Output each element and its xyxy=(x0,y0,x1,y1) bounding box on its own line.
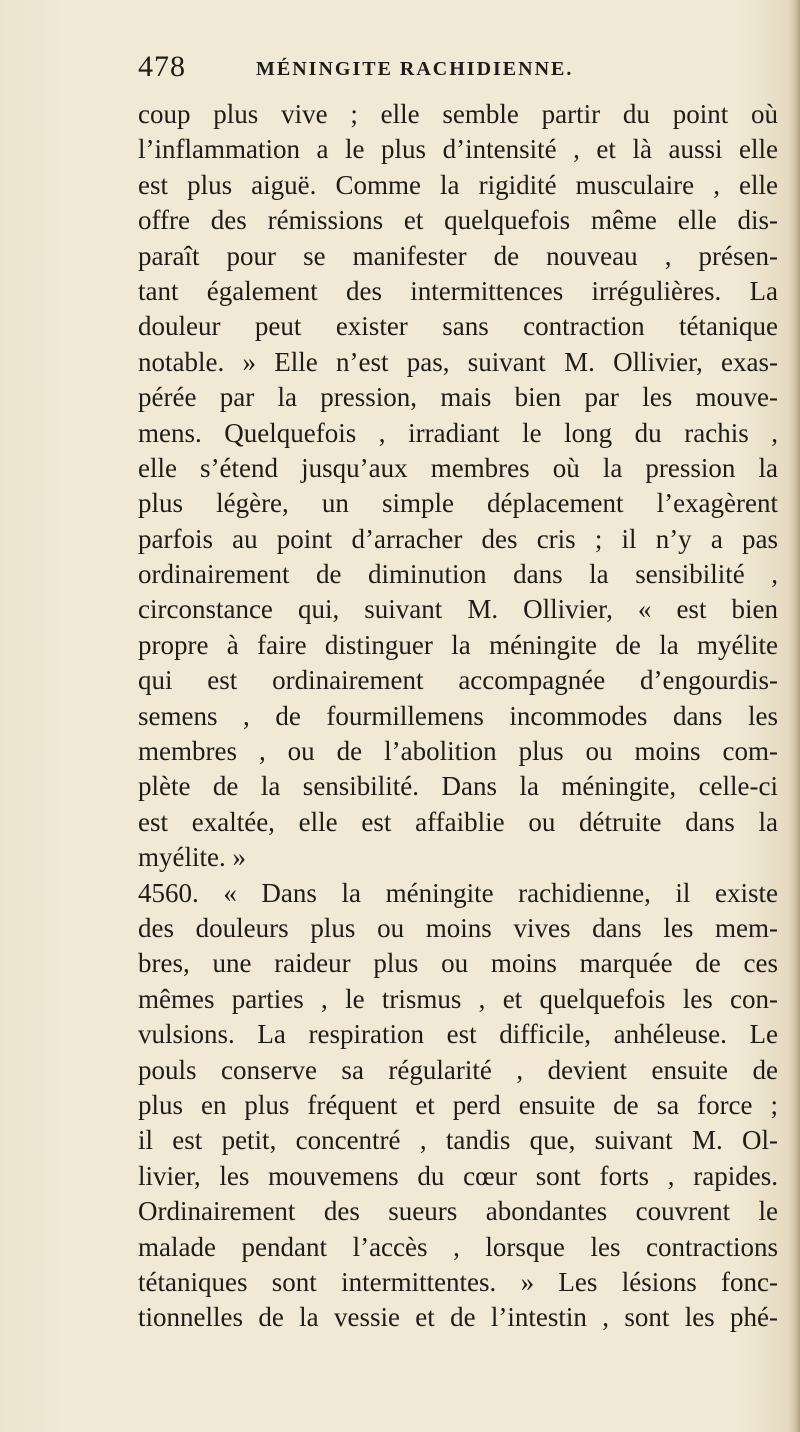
text-line: Ordinairement des sueurs abondantes couvrent le xyxy=(138,1196,778,1227)
text-line: paraît pour se manifester de nouveau , présen- xyxy=(138,240,778,271)
page-number: 478 xyxy=(138,50,186,83)
text-line: mens. Quelquefois , irradiant le long du rachis , xyxy=(138,417,778,448)
text-line: tant également des intermittences irrégulières. La xyxy=(138,275,778,306)
running-head xyxy=(138,48,778,88)
text-line: vulsions. La respiration est difficile, anhéleuse. Le xyxy=(138,1019,778,1050)
text-line: livier, les mouvemens du cœur sont forts , rapides. xyxy=(138,1160,778,1191)
text-line: plus en plus fréquent et perd ensuite de sa force ; xyxy=(138,1089,778,1120)
text-line: coup plus vive ; elle semble partir du point où xyxy=(138,99,778,129)
text-line: semens , de fourmillemens incommodes dans les xyxy=(138,700,778,731)
text-line: plète de la sensibilité. Dans la méningite, celle-ci xyxy=(138,771,778,802)
text-line: bres, une raideur plus ou moins marquée de ces xyxy=(138,948,778,979)
text-line: pouls conserve sa régularité , devient ensuite de xyxy=(138,1054,778,1085)
text-line: notable. » Elle n’est pas, suivant M. Ollivier, exas- xyxy=(138,346,778,377)
text-line: ordinairement de diminution dans la sensibilité , xyxy=(138,559,778,590)
text-line: offre des rémissions et quelquefois même elle dis- xyxy=(138,205,778,236)
body-text xyxy=(138,97,778,1336)
text-line: parfois au point d’arracher des cris ; il n’y a pas xyxy=(138,523,778,554)
text-line: il est petit, concentré , tandis que, suivant M. Ol- xyxy=(138,1125,778,1156)
paragraph-start-line: 4560. « Dans la méningite rachidienne, il existe xyxy=(138,877,778,908)
text-line: mêmes parties , le trismus , et quelquefois les con- xyxy=(138,983,778,1014)
page-edge-shadow xyxy=(788,0,800,1432)
text-line: est plus aiguë. Comme la rigidité musculaire , elle xyxy=(138,169,778,200)
text-line: pérée par la pression, mais bien par les mouve- xyxy=(138,382,778,413)
text-line: des douleurs plus ou moins vives dans les mem- xyxy=(138,912,778,943)
text-line: l’inflammation a le plus d’intensité , et là aussi elle xyxy=(138,134,778,165)
text-line: circonstance qui, suivant M. Ollivier, « est bien xyxy=(138,594,778,625)
text-line: membres , ou de l’abolition plus ou moins com- xyxy=(138,736,778,767)
text-line: qui est ordinairement accompagnée d’engourdis- xyxy=(138,665,778,696)
text-line: plus légère, un simple déplacement l’exagèrent xyxy=(138,488,778,519)
running-title: MÉNINGITE RACHIDIENNE. xyxy=(256,58,574,80)
text-line: tétaniques sont intermittentes. » Les lésions fonc- xyxy=(138,1266,778,1297)
text-line: myélite. » xyxy=(138,842,246,873)
text-line: tionnelles de la vessie et de l’intestin , sont les phé- xyxy=(138,1302,778,1333)
text-line: propre à faire distinguer la méningite de la myélite xyxy=(138,629,778,660)
text-line: elle s’étend jusqu’aux membres où la pression la xyxy=(138,452,778,483)
text-line: est exaltée, elle est affaiblie ou détruite dans la xyxy=(138,806,778,837)
text-line: douleur peut exister sans contraction tétanique xyxy=(138,311,778,342)
text-line: malade pendant l’accès , lorsque les contractions xyxy=(138,1231,778,1262)
